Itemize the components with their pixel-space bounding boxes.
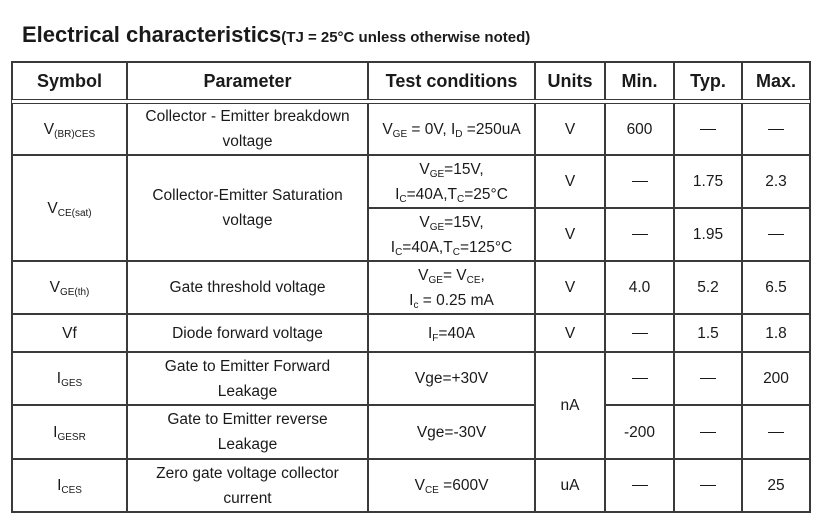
- dash-mark: [768, 234, 784, 235]
- table-row: [12, 459, 810, 512]
- min-cell: [605, 459, 674, 512]
- dash-mark: [700, 485, 716, 486]
- table-row: [12, 261, 810, 314]
- units-cell: V: [535, 314, 605, 352]
- test-condition-cell: $V_{GE}=15V$, $I_C=40A,T_C=25^\circ C$: [368, 155, 535, 208]
- typ-cell: 5.2: [674, 261, 742, 314]
- units-cell: V: [535, 261, 605, 314]
- parameter-cell: Zero gate voltage collector current: [127, 459, 368, 512]
- max-cell: 6.5: [742, 261, 810, 314]
- test-condition-cell: $V_{GE} = 0V$, $I_D =250uA$: [368, 103, 535, 155]
- typ-cell: [674, 459, 742, 512]
- symbol-cell: $I_{GESR}$: [12, 405, 127, 459]
- symbol-cell: $V_{CE(sat)}$: [12, 155, 127, 261]
- table-heading: [22, 22, 530, 48]
- min-cell: [605, 352, 674, 405]
- table-row: [12, 405, 810, 459]
- max-cell: [742, 103, 810, 155]
- parameter-cell: Gate threshold voltage: [127, 261, 368, 314]
- dash-mark: [632, 181, 648, 182]
- units-cell: nA: [535, 352, 605, 459]
- max-cell: 2.3: [742, 155, 810, 208]
- typ-cell: [674, 405, 742, 459]
- typ-cell: [674, 103, 742, 155]
- parameter-cell: Collector-Emitter Saturation voltage: [127, 155, 368, 261]
- typ-cell: 1.75: [674, 155, 742, 208]
- col-header-test-conditions: Test conditions: [368, 62, 535, 100]
- table-row: [12, 352, 810, 405]
- typ-cell: [674, 352, 742, 405]
- dash-mark: [700, 432, 716, 433]
- table-row: [12, 155, 810, 208]
- col-header-min: Min.: [605, 62, 674, 100]
- parameter-cell: Diode forward voltage: [127, 314, 368, 352]
- test-condition-cell: $V_{CE} =600V$: [368, 459, 535, 512]
- dash-mark: [768, 129, 784, 130]
- dash-mark: [768, 432, 784, 433]
- header-row: [12, 62, 810, 100]
- parameter-cell: Collector - Emitter breakdown voltage: [127, 103, 368, 155]
- units-cell: V: [535, 155, 605, 208]
- col-header-symbol: Symbol: [12, 62, 127, 100]
- units-cell: V: [535, 103, 605, 155]
- max-cell: [742, 405, 810, 459]
- symbol-cell: $I_{GES}$: [12, 352, 127, 405]
- dash-mark: [632, 234, 648, 235]
- parameter-cell: Gate to Emitter reverse Leakage: [127, 405, 368, 459]
- dash-mark: [700, 378, 716, 379]
- col-header-max: Max.: [742, 62, 810, 100]
- dash-mark: [632, 485, 648, 486]
- max-cell: 1.8: [742, 314, 810, 352]
- table-row: [12, 103, 810, 155]
- test-condition-cell: $V_{GE}= V_{CE}$, $I_c = 0.25$ mA: [368, 261, 535, 314]
- heading-condition-note: (TJ = 25°C unless otherwise noted): [281, 29, 531, 46]
- test-condition-cell: Vge=-30V: [368, 405, 535, 459]
- units-cell: V: [535, 208, 605, 261]
- symbol-cell: Vf: [12, 314, 127, 352]
- typ-cell: 1.95: [674, 208, 742, 261]
- col-header-units: Units: [535, 62, 605, 100]
- electrical-characteristics-table: [11, 61, 811, 513]
- col-header-parameter: Parameter: [127, 62, 368, 100]
- min-cell: [605, 155, 674, 208]
- parameter-cell: Gate to Emitter Forward Leakage: [127, 352, 368, 405]
- symbol-cell: $I_{CES}$: [12, 459, 127, 512]
- col-header-typ: Typ.: [674, 62, 742, 100]
- symbol-cell: $V_{(BR)CES}$: [12, 103, 127, 155]
- symbol-cell: $V_{GE(th)}$: [12, 261, 127, 314]
- test-condition-cell: $I_F=40A$: [368, 314, 535, 352]
- max-cell: 200: [742, 352, 810, 405]
- max-cell: [742, 208, 810, 261]
- min-cell: -200: [605, 405, 674, 459]
- test-condition-cell: $V_{GE}=15V$, $I_C=40A,T_C=125^\circ C$: [368, 208, 535, 261]
- units-cell: uA: [535, 459, 605, 512]
- min-cell: 600: [605, 103, 674, 155]
- dash-mark: [632, 333, 648, 334]
- min-cell: [605, 208, 674, 261]
- typ-cell: 1.5: [674, 314, 742, 352]
- min-cell: [605, 314, 674, 352]
- max-cell: 25: [742, 459, 810, 512]
- dash-mark: [700, 129, 716, 130]
- min-cell: 4.0: [605, 261, 674, 314]
- dash-mark: [632, 378, 648, 379]
- test-condition-cell: Vge=+30V: [368, 352, 535, 405]
- table-row: [12, 314, 810, 352]
- heading-title: Electrical characteristics: [22, 22, 282, 47]
